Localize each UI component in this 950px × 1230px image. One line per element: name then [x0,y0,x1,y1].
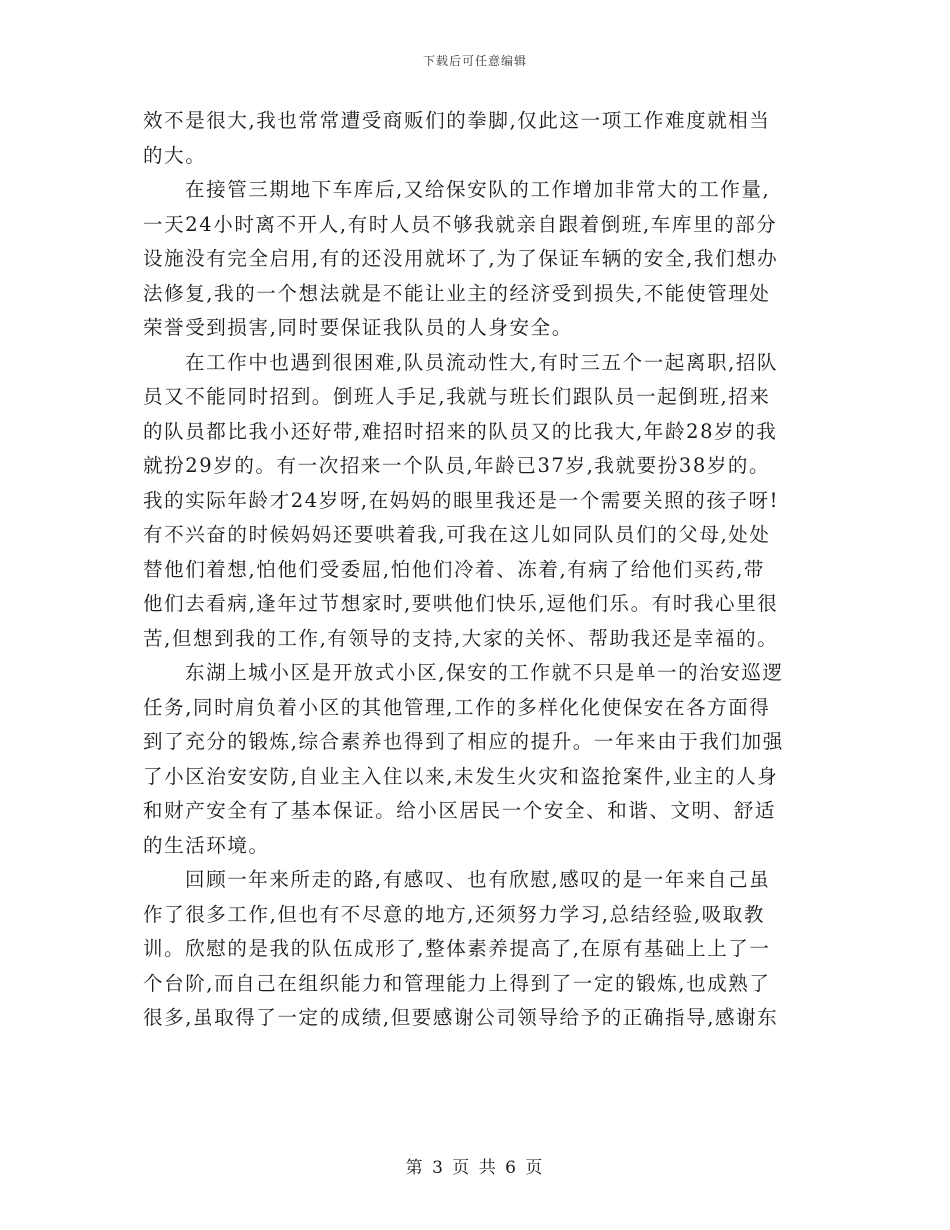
paragraph [143,346,809,657]
text-line: 效不是很大,我也常常遭受商贩们的拳脚,仅此这一项工作难度就相当 [143,109,771,132]
page-number-footer: 第 3 页 共 6 页 [405,1158,545,1178]
text-line: 他们去看病,逢年过节想家时,要哄他们快乐,逗他们乐。有时我心里很 [143,592,779,615]
text-line: 了小区治安安防,自业主入住以来,未发生火灾和盗抢案件,业主的人身 [143,764,779,788]
text-line: 个台阶,而自己在组织能力和管理能力上得到了一定的锻炼,也成熟了 [143,971,771,995]
text-line: 设施没有完全启用,有的还没用就坏了,为了保证车辆的安全,我们想办 [143,247,779,270]
text-line: 一天24小时离不开人,有时人员不够我就亲自跟着倒班,车库里的部分 [143,212,778,236]
document-body [143,104,809,1036]
paragraph [143,863,809,1036]
paragraph [143,656,809,863]
text-line: 训。欣慰的是我的队伍成形了,整体素养提高了,在原有基础上上了一 [143,937,771,960]
text-line: 回顾一年来所走的路,有感叹、也有欣慰,感叹的是一年来自己虽 [185,868,771,891]
text-line: 替他们着想,怕他们受委屈,怕他们冷着、冻着,有病了给他们买药,带 [143,557,765,581]
text-line: 的大。 [143,143,207,167]
paragraph [143,104,809,173]
text-line: 有不兴奋的时候妈妈还要哄着我,可我在这儿如同队员们的父母,处处 [143,523,771,546]
page-header: 下载后可任意编辑 [422,54,527,68]
paragraph [143,173,809,346]
text-line: 法修复,我的一个想法就是不能让业主的经济受到损失,不能使管理处 [143,281,771,305]
text-line: 员又不能同时招到。倒班人手足,我就与班长们跟队员一起倒班,招来 [143,385,771,408]
text-line: 的队员都比我小还好带,难招时招来的队员又的比我大,年龄28岁的我 [143,419,778,443]
text-line: 荣誉受到损害,同时要保证我队员的人身安全。 [143,316,573,339]
text-line: 和财产安全有了基本保证。给小区居民一个安全、和谐、文明、舒适 [143,799,777,822]
text-line: 作了很多工作,但也有不尽意的地方,还须努力学习,总结经验,吸取教 [143,902,765,926]
text-line: 在工作中也遇到很困难,队员流动性大,有时三五个一起离职,招队 [185,350,779,374]
text-line: 到了充分的锻炼,综合素养也得到了相应的提升。一年来由于我们加强 [143,730,784,753]
text-line: 的生活环境。 [143,833,270,857]
text-line: 很多,虽取得了一定的成绩,但要感谢公司领导给予的正确指导,感谢东 [143,1006,779,1029]
text-line: 苦,但想到我的工作,有领导的支持,大家的关怀、帮助我还是幸福的。 [143,626,779,650]
text-line: 任务,同时肩负着小区的其他管理,工作的多样化化使保安在各方面得 [143,695,771,719]
text-line: 我的实际年龄才24岁呀,在妈妈的眼里我还是一个需要关照的孩子呀! [143,488,780,512]
text-line: 在接管三期地下车库后,又给保安队的工作增加非常大的工作量, [185,178,771,201]
text-line: 东湖上城小区是开放式小区,保安的工作就不只是单一的治安巡逻 [185,661,784,684]
text-line: 就扮29岁的。有一次招来一个队员,年龄已37岁,我就要扮38岁的。 [143,454,771,477]
